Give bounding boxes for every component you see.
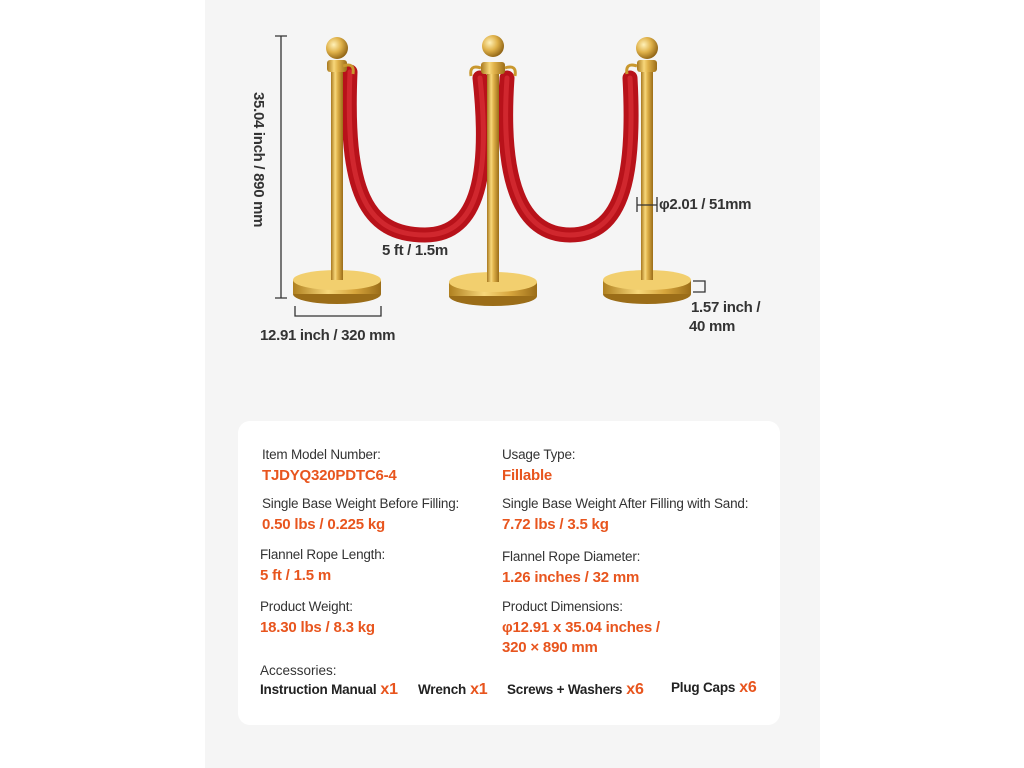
base-diameter-label: 12.91 inch / 320 mm [260,327,396,344]
spec-usage-type [502,447,575,486]
accessory-qty: x1 [380,681,398,698]
spec-value: 0.50 lbs / 0.225 kg [262,516,385,533]
spec-value: TJDYQ320PDTC6-4 [262,467,397,484]
product-illustration [205,0,820,400]
spec-label: Single Base Weight Before Filling: [262,496,460,511]
spec-value: 7.72 lbs / 3.5 kg [502,516,609,533]
spec-value: 18.30 lbs / 8.3 kg [260,619,375,636]
spec-card [238,421,780,725]
spec-label: Usage Type: [502,447,576,462]
height-label: 35.04 inch / 890 mm [250,92,267,228]
spec-value: 1.26 inches / 32 mm [502,569,640,586]
spec-rope-diameter [502,549,640,588]
rope-length-label: 5 ft / 1.5m [382,242,448,259]
spec-label: Flannel Rope Length: [260,547,386,562]
spec-value: φ12.91 x 35.04 inches / [502,619,660,636]
accessory-instruction-manual [260,681,398,699]
accessories-title: Accessories: [260,663,337,678]
accessory-name: Instruction Manual [260,682,377,697]
spec-weight-after [502,496,748,535]
spec-label: Flannel Rope Diameter: [502,549,641,564]
spec-value-line2: 320 × 890 mm [502,639,598,656]
stanchion-post-right [603,37,691,304]
spec-label: Product Dimensions: [502,599,623,614]
accessory-screws-washers [507,681,644,699]
stanchion-post-left [293,37,381,304]
stanchion-post-middle [449,35,537,306]
accessory-qty: x6 [626,681,644,698]
pole-diameter-label: φ2.01 / 51mm [659,196,752,213]
spec-model-number [262,447,397,486]
spec-weight-before [262,496,459,535]
spec-label: Product Weight: [260,599,353,614]
accessory-plug-caps [671,679,757,697]
spec-value: 5 ft / 1.5 m [260,567,331,584]
spec-product-weight [260,599,375,638]
accessory-name: Screws + Washers [507,682,623,697]
spec-label: Single Base Weight After Filling with Sand: [502,496,749,511]
accessory-wrench [418,681,487,699]
spec-rope-length [260,547,385,586]
accessory-qty: x1 [470,681,488,698]
accessory-name: Plug Caps [671,680,736,695]
base-height-label-line1: 1.57 inch / [691,299,761,316]
base-height-label-line2: 40 mm [689,318,736,335]
accessory-name: Wrench [418,682,467,697]
accessory-qty: x6 [739,679,757,696]
spec-product-dimensions [502,599,660,658]
spec-value: Fillable [502,467,553,484]
spec-label: Item Model Number: [262,447,381,462]
